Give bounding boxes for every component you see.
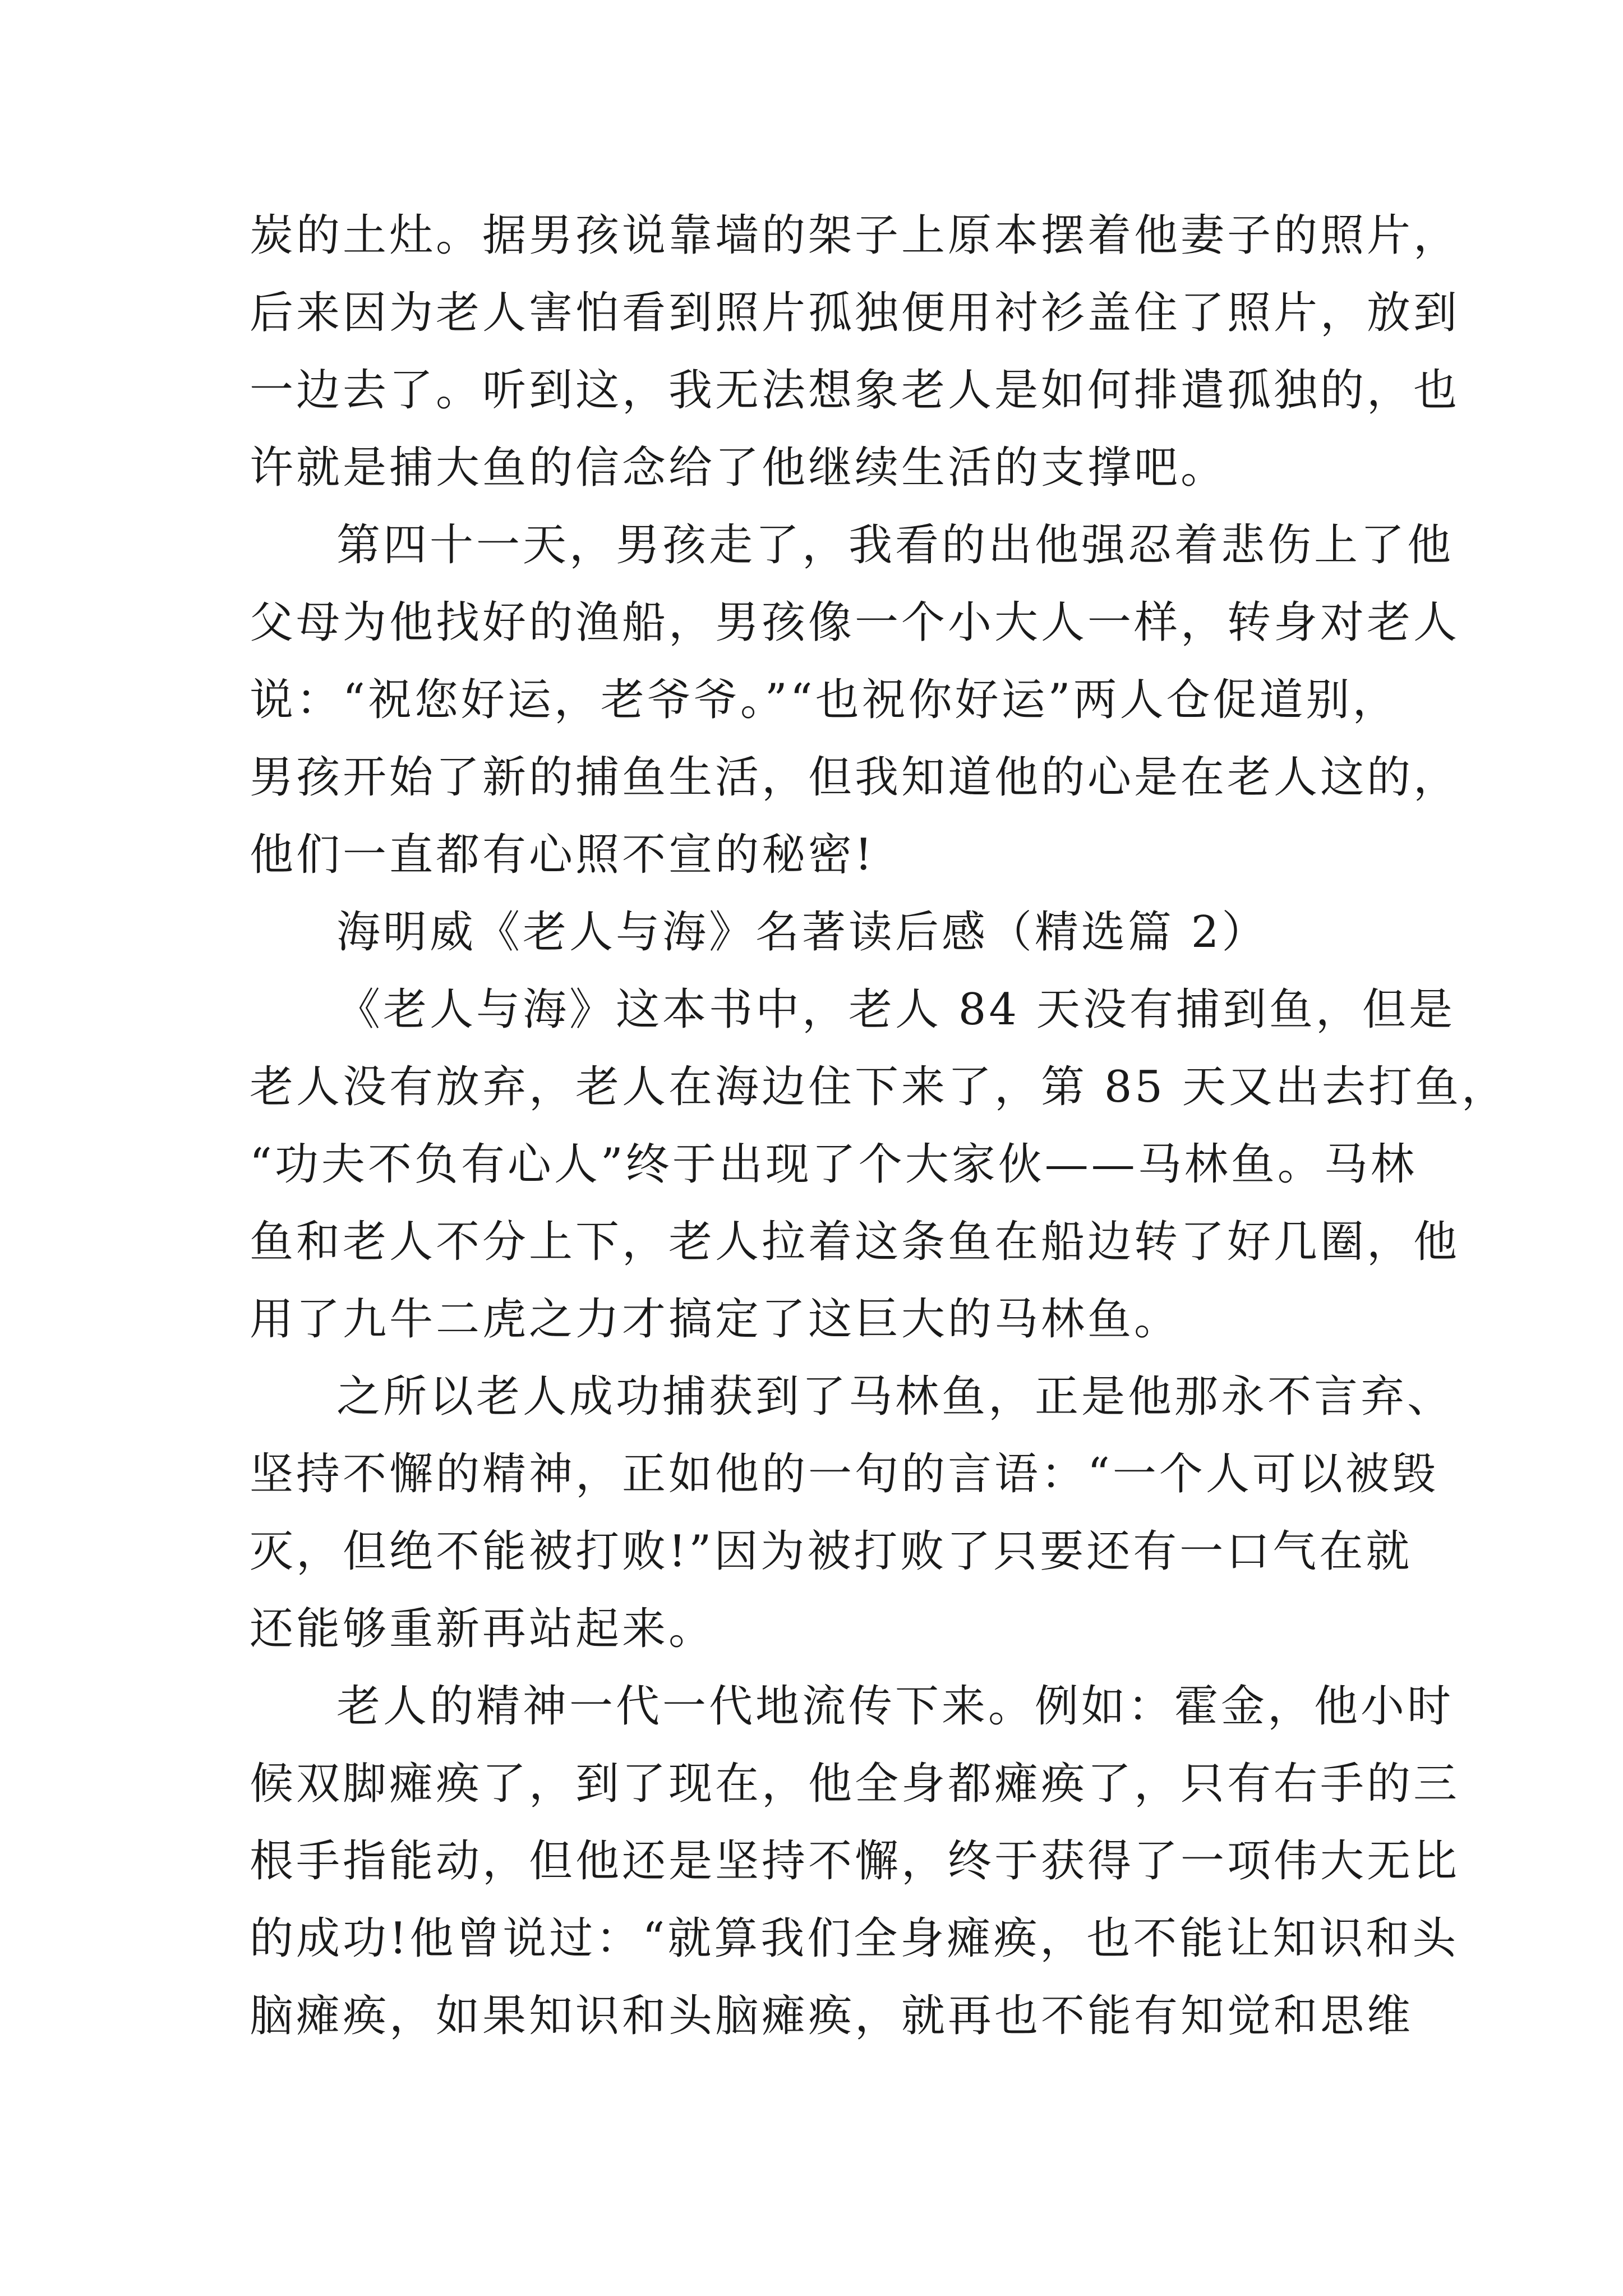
text-line: 候双脚瘫痪了，到了现在，他全身都瘫痪了，只有右手的三 xyxy=(250,1759,1460,1809)
text-line: 男孩开始了新的捕鱼生活，但我知道他的心是在老人这的， xyxy=(250,752,1460,803)
text-line: “功夫不负有心人”终于出现了个大家伙——马林鱼。马林 xyxy=(250,1139,1417,1190)
text-line: 父母为他找好的渔船，男孩像一个小大人一样，转身对老人 xyxy=(250,597,1460,648)
text-line: 鱼和老人不分上下，老人拉着这条鱼在船边转了好几圈，他 xyxy=(250,1217,1460,1267)
text-line: 脑瘫痪，如果知识和头脑瘫痪，就再也不能有知觉和思维 xyxy=(250,1991,1414,2041)
paragraph-first-line: 第四十一天，男孩走了，我看的出他强忍着悲伤上了他 xyxy=(336,520,1454,570)
section-heading: 海明威《老人与海》名著读后感（精选篇 2） xyxy=(336,907,1269,958)
text-line: 一边去了。听到这，我无法想象老人是如何排遣孤独的，也 xyxy=(250,365,1460,416)
text-line: 用了九牛二虎之力才搞定了这巨大的马林鱼。 xyxy=(250,1294,1181,1345)
paragraph-first-line: 《老人与海》这本书中，老人 84 天没有捕到鱼，但是 xyxy=(336,984,1455,1035)
text-line: 还能够重新再站起来。 xyxy=(250,1604,716,1654)
text-line: 根手指能动，但他还是坚持不懈，终于获得了一项伟大无比 xyxy=(250,1836,1460,1887)
text-line: 他们一直都有心照不宣的秘密! xyxy=(250,830,875,880)
paragraph-first-line: 之所以老人成功捕获到了马林鱼，正是他那永不言弃、 xyxy=(336,1372,1454,1422)
text-line: 许就是捕大鱼的信念给了他继续生活的支撑吧。 xyxy=(250,443,1228,493)
text-line: 的成功!他曾说过：“就算我们全身瘫痪，也不能让知识和头 xyxy=(250,1913,1459,1964)
text-line: 炭的土灶。据男孩说靠墙的架子上原本摆着他妻子的照片， xyxy=(250,210,1460,261)
paragraph-first-line: 老人的精神一代一代地流传下来。例如：霍金，他小时 xyxy=(336,1681,1454,1732)
text-line: 坚持不懈的精神，正如他的一句的言语：“一个人可以被毁 xyxy=(250,1449,1438,1499)
text-line: 老人没有放弃，老人在海边住下来了，第 85 天又出去打鱼， xyxy=(250,1062,1508,1112)
text-line: 后来因为老人害怕看到照片孤独便用衬衫盖住了照片，放到 xyxy=(250,288,1460,338)
text-line: 灭，但绝不能被打败!”因为被打败了只要还有一口气在就 xyxy=(250,1526,1413,1577)
text-line: 说：“祝您好运，老爷爷。”“也祝你好运”两人仓促道别， xyxy=(250,675,1399,725)
